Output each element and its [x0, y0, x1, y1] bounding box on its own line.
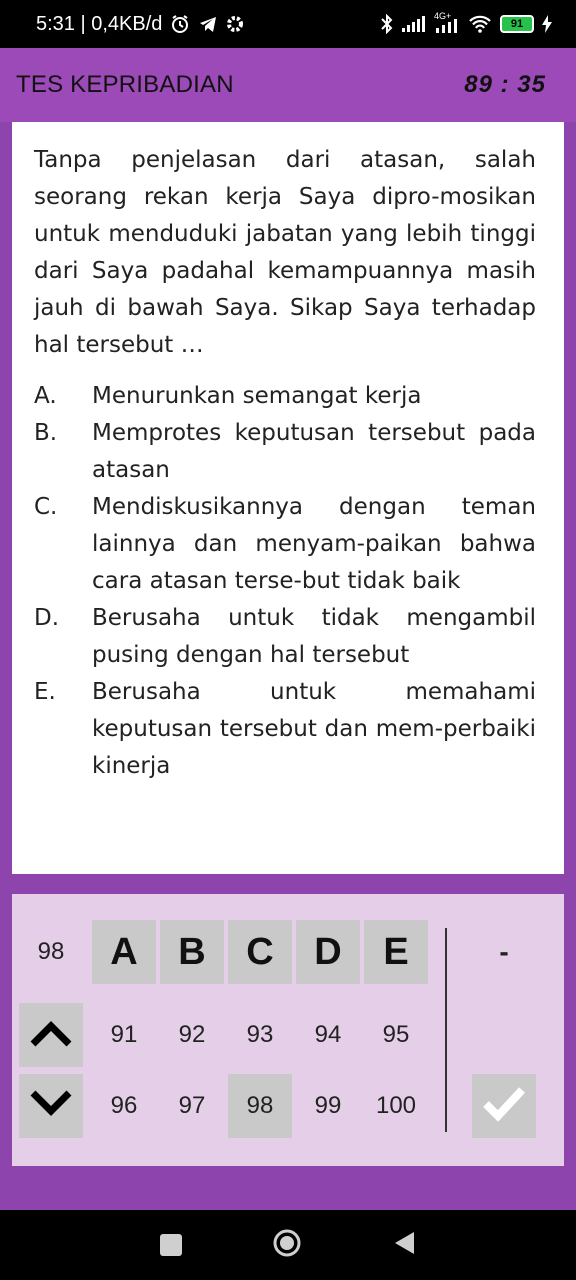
- answer-button-e[interactable]: E: [364, 920, 428, 984]
- answer-button-c[interactable]: C: [228, 920, 292, 984]
- answer-button-a[interactable]: A: [92, 920, 156, 984]
- option-letter: B.: [34, 420, 58, 446]
- question-number-97[interactable]: 97: [178, 1092, 206, 1119]
- question-number-98[interactable]: 98: [228, 1074, 292, 1138]
- scroll-down-button[interactable]: [19, 1074, 83, 1138]
- status-bar: [0, 0, 576, 48]
- network-type-label: 4G+: [434, 11, 452, 21]
- options-list: [34, 378, 536, 785]
- question-number-100[interactable]: 100: [375, 1092, 417, 1119]
- question-number-91[interactable]: 91: [110, 1021, 138, 1048]
- option-text: Mendiskusikannya dengan teman lainnya dan menyam-paikan bahwa cara atasan terse-but tidak baik: [92, 494, 536, 594]
- option-text: Berusaha untuk memahami keputusan tersebut dan mem-perbaiki kinerja: [92, 679, 536, 779]
- gear-icon: [226, 15, 244, 33]
- status-time: 5:31 | 0,4KB/d: [36, 12, 163, 35]
- battery-indicator: 91: [500, 15, 534, 33]
- back-button[interactable]: [392, 1230, 416, 1261]
- answer-panel: [12, 894, 564, 1166]
- app-header: [0, 48, 576, 122]
- page-title: TES KEPRIBADIAN: [16, 71, 234, 98]
- panel-divider: [445, 928, 447, 1132]
- signal-4g-icon: [434, 11, 460, 33]
- question-text: Tanpa penjelasan dari atasan, salah seorang rekan kerja Saya dipro-mosikan untuk menduduki jabatan yang lebih tinggi dari Saya padahal kemampuannya masih jauh di bawah Saya. Sikap Saya terhadap hal tersebut …: [34, 147, 536, 358]
- option-letter: A.: [34, 383, 57, 409]
- answer-button-d[interactable]: D: [296, 920, 360, 984]
- option-a: [34, 378, 536, 415]
- chevron-up-icon: [29, 1018, 73, 1053]
- option-letter: C.: [34, 494, 58, 520]
- checkmark-icon: [482, 1086, 526, 1127]
- bluetooth-icon: [380, 14, 394, 34]
- charging-icon: [542, 15, 552, 33]
- question-number-93[interactable]: 93: [246, 1021, 274, 1048]
- option-e: [34, 674, 536, 785]
- question-number-99[interactable]: 99: [314, 1092, 342, 1119]
- option-text: Berusaha untuk tidak mengambil pusing dengan hal tersebut: [92, 605, 536, 668]
- submit-answer-button[interactable]: [472, 1074, 536, 1138]
- countdown-timer: 89 : 35: [464, 71, 546, 98]
- current-question-number: 98: [37, 938, 65, 965]
- option-b: [34, 415, 536, 489]
- option-letter: E.: [34, 679, 56, 705]
- alarm-icon: [170, 14, 190, 34]
- option-text: Menurunkan semangat kerja: [92, 383, 422, 409]
- recent-apps-button[interactable]: [160, 1234, 182, 1256]
- status-left: [36, 13, 244, 36]
- system-nav-bar: [0, 1210, 576, 1280]
- question-number-94[interactable]: 94: [314, 1021, 342, 1048]
- home-button[interactable]: [272, 1228, 302, 1263]
- option-letter: D.: [34, 605, 60, 631]
- question-number-95[interactable]: 95: [382, 1021, 410, 1048]
- scroll-up-button[interactable]: [19, 1003, 83, 1067]
- question-number-96[interactable]: 96: [110, 1092, 138, 1119]
- telegram-icon: [198, 14, 218, 34]
- question-card: [12, 122, 564, 874]
- chevron-down-icon: [29, 1089, 73, 1124]
- status-right: [380, 11, 552, 34]
- answer-button-b[interactable]: B: [160, 920, 224, 984]
- question-number-92[interactable]: 92: [178, 1021, 206, 1048]
- wifi-icon: [468, 15, 492, 33]
- option-d: [34, 600, 536, 674]
- option-text: Memprotes keputusan tersebut pada atasan: [92, 420, 536, 483]
- signal-icon: [402, 16, 426, 32]
- selected-answer-display: -: [499, 936, 509, 967]
- option-c: [34, 489, 536, 600]
